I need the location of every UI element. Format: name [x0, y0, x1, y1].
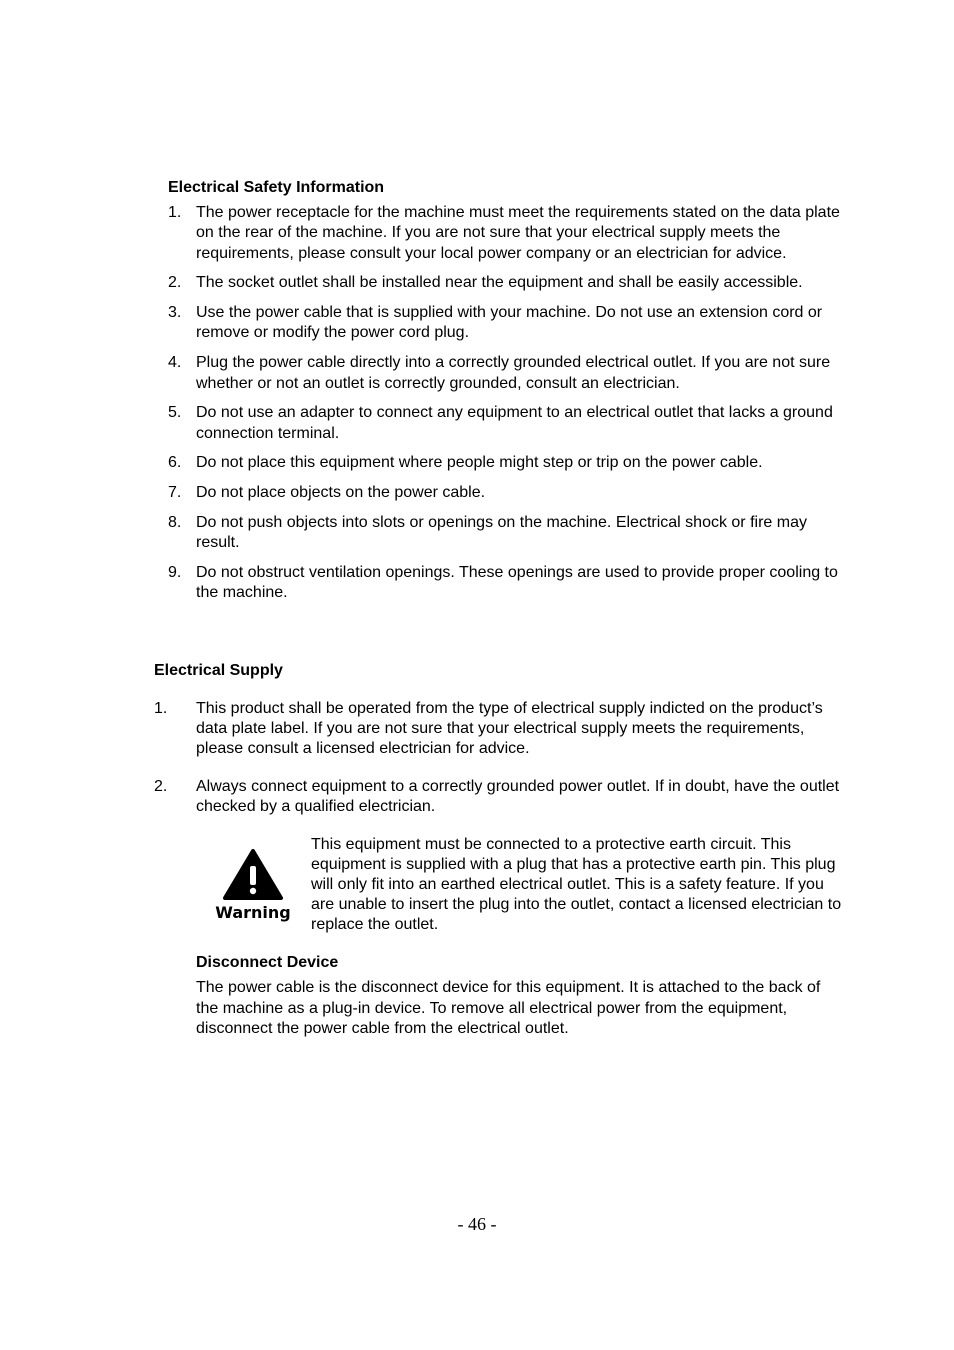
section-heading-disconnect-device: Disconnect Device [196, 954, 339, 971]
list-item [168, 563, 848, 604]
supply-list-item [154, 699, 844, 759]
list-item-text: Do not place this equipment where people might step or trip on the power cable. [196, 454, 763, 472]
list-item-number: 6. [168, 454, 182, 472]
list-item [168, 513, 848, 554]
list-item [168, 453, 848, 473]
list-item [168, 403, 848, 444]
list-item [168, 353, 848, 394]
list-item-number: 7. [168, 484, 182, 502]
list-item-number: 4. [168, 354, 182, 372]
list-item-number: 3. [168, 304, 182, 322]
page-number: - 46 - [457, 1214, 497, 1234]
list-item [168, 273, 848, 293]
list-item-text: Use the power cable that is supplied with your machine. Do not use an extension cord or remove or modify the power cord plug. [196, 304, 823, 342]
list-item-text: Plug the power cable directly into a correctly grounded electrical outlet. If you are not sure whether or not an outlet is correctly grounded, consult an electrician. [196, 354, 831, 392]
list-item-number: 2. [168, 274, 182, 292]
list-item-text: The socket outlet shall be installed near the equipment and shall be easily accessible. [196, 274, 803, 292]
warning-label: Warning [215, 903, 291, 922]
list-item [168, 303, 848, 344]
list-item-text: Do not place objects on the power cable. [196, 484, 486, 502]
list-item-text: This product shall be operated from the type of electrical supply indicted on the product’s data plate label. If you are not sure that your electrical supply meets the requirements, please consult a licensed electrician for advice. [196, 700, 823, 757]
warning-triangle-icon [210, 848, 296, 924]
list-item-text: Always connect equipment to a correctly grounded power outlet. If in doubt, have the outlet checked by a qualified electrician. [196, 778, 840, 815]
list-item-number: 5. [168, 404, 182, 422]
disconnect-device-text: The power cable is the disconnect device for this equipment. It is attached to the back of the machine as a plug-in device. To remove all electrical power from the equipment, disconnect the power cable from the electrical outlet. [196, 979, 821, 1037]
supply-list-item [154, 777, 844, 817]
list-item-text: Do not use an adapter to connect any equipment to an electrical outlet that lacks a ground connection terminal. [196, 404, 833, 442]
list-item-number: 1. [168, 204, 182, 221]
list-item-number: 2. [154, 778, 168, 795]
electrical-safety-list [168, 203, 848, 613]
section-heading-electrical-safety: Electrical Safety Information [168, 179, 385, 196]
warning-note-text: This equipment must be connected to a protective earth circuit. This equipment is supplied with a plug that has a protective earth pin. This plug will only fit into an earthed electrical outlet. This is a safety feature. If you are unable to insert the plug into the outlet, contact a licensed electrician to replace the outlet. [311, 836, 842, 933]
list-item-text: Do not push objects into slots or openings on the machine. Electrical shock or fire may result. [196, 514, 807, 552]
list-item-number: 9. [168, 564, 182, 582]
list-item-text: Do not obstruct ventilation openings. These openings are used to provide proper cooling to the machine. [196, 564, 838, 602]
list-item [168, 483, 848, 503]
list-item [168, 203, 848, 264]
list-item-text: The power receptacle for the machine must meet the requirements stated on the data plate on the rear of the machine. If you are not sure that your electrical supply meets the requirements, please consult your local power company or an electrician for advice. [196, 204, 840, 262]
list-item-number: 8. [168, 514, 182, 532]
section-heading-electrical-supply: Electrical Supply [154, 662, 283, 679]
list-item-number: 1. [154, 700, 168, 717]
